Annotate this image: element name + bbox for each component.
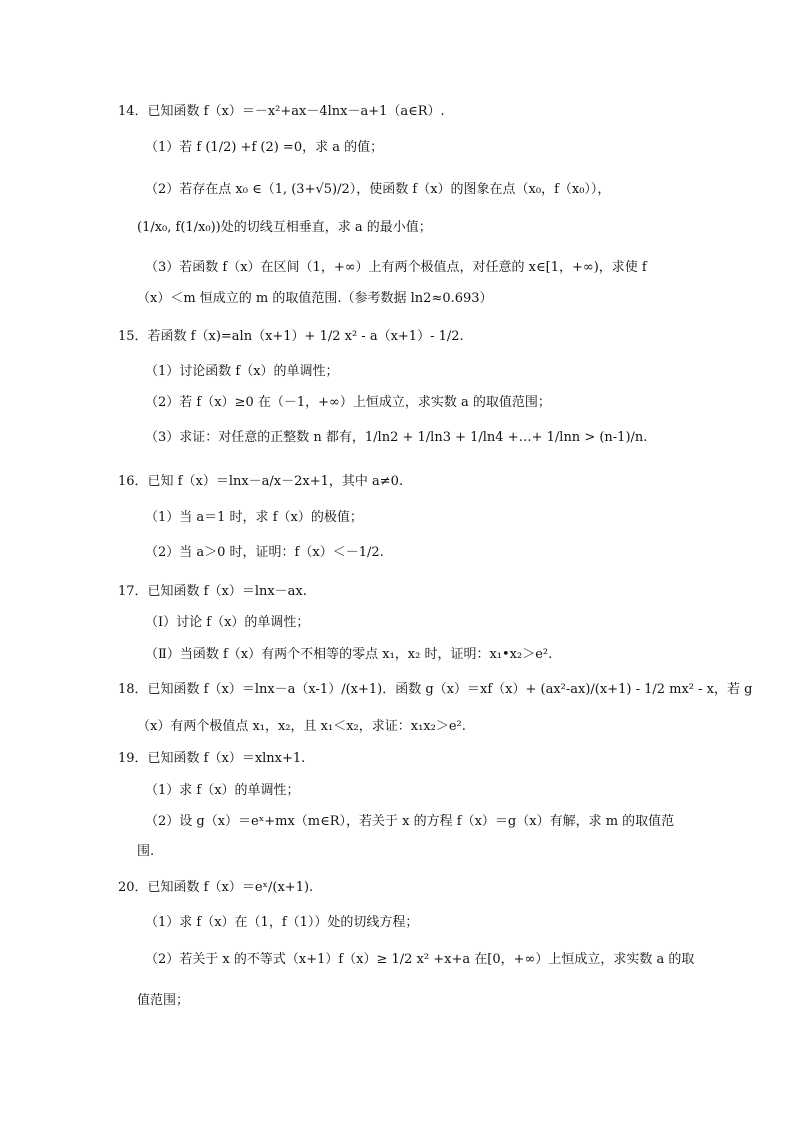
problem-14-part-2b [137, 218, 432, 238]
problem-20-stem-text: 20．已知函数 f（x）＝eˣ/(x+1). [118, 880, 314, 895]
problem-20-part-1 [145, 913, 418, 933]
problem-19-part-2a-text: （2）设 g（x）＝eˣ+mx（m∈R），若关于 x 的方程 f（x）＝g（x）有解，求 m 的取值范 [145, 814, 675, 829]
problem-16-part-2 [145, 543, 384, 563]
problem-17-part-1-text: （Ⅰ）讨论 f（x）的单调性； [145, 615, 310, 630]
problem-18-stem [118, 680, 752, 700]
problem-19-part-2a [145, 812, 674, 832]
problem-15-part-2-text: （2）若 f（x）≥0 在（－1，+∞）上恒成立，求实数 a 的取值范围； [145, 395, 551, 410]
problem-17-part-2-text: （Ⅱ）当函数 f（x）有两个不相等的零点 x₁，x₂ 时，证明：x₁•x₂＞e². [145, 647, 553, 662]
problem-14-part-1-text: （1）若 f (1/2) +f (2) =0，求 a 的值； [145, 140, 384, 155]
problem-16-part-1-text: （1）当 a＝1 时，求 f（x）的极值； [145, 510, 363, 525]
problem-16-stem-text: 16．已知 f（x）＝lnx－a/x－2x+1，其中 a≠0. [118, 474, 404, 489]
problem-14-part-3a [145, 258, 647, 278]
problem-18-part-1-text: （x）有两个极值点 x₁，x₂，且 x₁＜x₂，求证：x₁x₂＞e². [137, 719, 466, 734]
problem-15-part-2 [145, 393, 551, 413]
problem-14-part-3b-text: （x）＜m 恒成立的 m 的取值范围.（参考数据 ln2≈0.693） [137, 291, 493, 306]
problem-17-stem [118, 582, 307, 602]
problem-16-part-2-text: （2）当 a＞0 时，证明：f（x）＜－1/2. [145, 545, 384, 560]
problem-14-stem-text: 14．已知函数 f（x）＝－x²+ax－4lnx－a+1（a∈R）. [118, 104, 445, 119]
problem-14-stem [118, 102, 445, 122]
problem-17-stem-text: 17．已知函数 f（x）＝lnx－ax. [118, 584, 307, 599]
problem-14-part-3a-text: （3）若函数 f（x）在区间（1，+∞）上有两个极值点，对任意的 x∈[1，+∞)，求使 f [145, 260, 647, 275]
problem-14-part-2b-text: (1/x₀, f(1/x₀))处的切线互相垂直，求 a 的最小值； [137, 220, 432, 235]
problem-15-part-1-text: （1）讨论函数 f（x）的单调性； [145, 364, 339, 379]
problem-16-stem [118, 472, 403, 492]
problem-15-part-1 [145, 362, 339, 382]
problem-20-part-2b [137, 991, 189, 1011]
problem-14-part-2a [145, 180, 610, 200]
problem-14-part-3b [137, 289, 493, 309]
problem-14-part-1 [145, 138, 383, 158]
problem-19-part-2b [137, 842, 154, 862]
problem-19-part-1 [145, 781, 300, 801]
problem-19-part-2b-text: 围. [137, 844, 155, 859]
problem-15-part-3 [145, 428, 647, 448]
problem-18-part-1 [137, 717, 466, 737]
problem-20-part-2b-text: 值范围； [137, 993, 190, 1008]
problem-20-stem [118, 878, 313, 898]
problem-17-part-2 [145, 645, 552, 665]
problem-20-part-2a [145, 950, 694, 970]
problem-19-stem-text: 19．已知函数 f（x）＝xlnx+1. [118, 751, 306, 766]
problem-19-stem [118, 749, 305, 769]
problem-14-part-2a-text: （2）若存在点 x₀ ∈（1, (3+√5)/2），使函数 f（x）的图象在点（x₀，f（x₀））， [145, 182, 611, 197]
problem-20-part-2a-text: （2）若关于 x 的不等式（x+1）f（x）≥ 1/2 x² +x+a 在[0，+∞）上恒成立，求实数 a 的取 [145, 952, 695, 967]
problem-15-part-3-text: （3）求证：对任意的正整数 n 都有，1/ln2 + 1/ln3 + 1/ln4 +…+ 1/lnn > (n-1)/n. [145, 430, 648, 445]
problem-16-part-1 [145, 508, 363, 528]
problem-19-part-1-text: （1）求 f（x）的单调性； [145, 783, 300, 798]
problem-18-stem-text: 18．已知函数 f（x）＝lnx－a（x-1）/(x+1)．函数 g（x）＝xf（x）+ (ax²-ax)/(x+1) - 1/2 mx² - x，若 g [118, 682, 753, 697]
problem-20-part-1-text: （1）求 f（x）在（1，f（1））处的切线方程； [145, 915, 419, 930]
problem-15-stem [118, 327, 464, 347]
problem-17-part-1 [145, 613, 309, 633]
problem-15-stem-text: 15．若函数 f（x)=aln（x+1）+ 1/2 x² - a（x+1）- 1/2. [118, 329, 464, 344]
